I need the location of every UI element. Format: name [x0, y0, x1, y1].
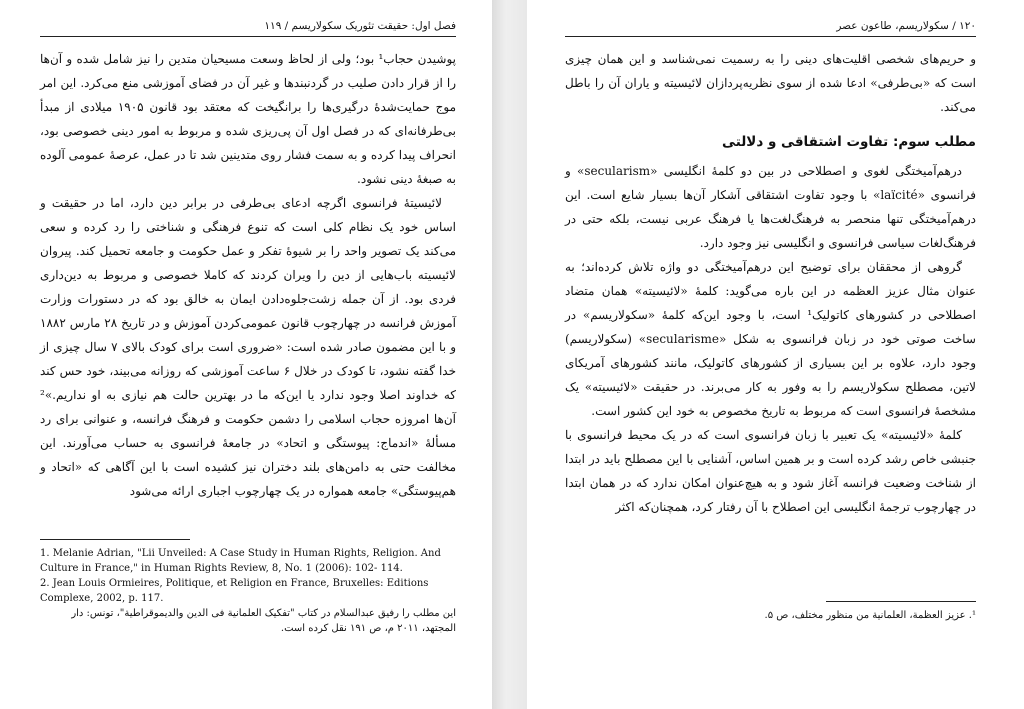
- footnote-divider: [40, 539, 190, 540]
- footnote: 1. Melanie Adrian, "Lii Unveiled: A Case Study in Human Rights, Religion. And Culture in France," in Human Rights Review, 8, No. 1 (2006): 102- 114.: [40, 548, 441, 574]
- left-page: [0, 0, 492, 709]
- footnote-divider: [826, 601, 976, 602]
- paragraph: گروهی از محققان برای توضیح این درهم‌آمیختگی دو واژه تلاش کرده‌اند؛ به عنوان مثال عزیز العظمه در این باره می‌گوید: کلمهٔ «لائیسیته» همان متضاد اصطلاحی در کشورهای کاتولیک¹ است، با وجود این‌که کلمهٔ «سکولاریسم» در ساخت صوتی خود در زبان فرانسوی به شکل «secularisme» (سکولاریسم) وجود دارد، علاوه بر این بسیاری از کشورهای کاتولیک، مانند کشورهای آمریکای لاتین، مصطلح سکولاریسم را به وفور به کار می‌برند. در حقیقت «لائیسیته» یک مشخصهٔ فرانسوی است که مربوط به تاریخ مخصوص به خود این کشور است.: [565, 260, 976, 418]
- paragraph: پوشیدن حجاب¹ بود؛ ولی از لحاظ وسعت مسیحیان متدین را نیز شامل شده و آن‌ها را از قرار دادن صلیب در گردنبندها و غیر آن در فضای آموزشی منع می‌کرد. این امر موج حمایت‌شدهٔ درگیری‌ها را برانگیخت که معتقد بود قانون ۱۹۰۵ میلادی از مبدأ بی‌طرفانه‌ای که در فصل اول آن پی‌ریزی شده و مربوط به امور دینی خصوصی بود، انحراف پیدا کرده و به سمت فشار روی متدینین شد تا در عمل، عرصهٔ عمومی آلوده به صبغهٔ دینی نشود.: [40, 52, 456, 186]
- body-text: [565, 47, 976, 589]
- footnote: این مطلب را رفیق عبدالسلام در کتاب "تفکیک العلمانیة فی الدین والدیموقراطیة"، تونس: دار المجتهد، ۲۰۱۱ م، ص ۱۹۱ نقل کرده است.: [71, 608, 456, 634]
- running-header: [565, 16, 976, 37]
- paragraph: و حریم‌های شخصی اقلیت‌های دینی را به رسمیت نمی‌شناسد و این همان چیزی است که «بی‌طرفی» ادعا شده از سوی نظریه‌پردازان لائیسیته و یاران آن را باطل می‌کند.: [565, 52, 976, 114]
- section-heading: مطلب سوم: تفاوت اشتقاقی و دلالتی: [722, 134, 976, 150]
- footnote: ¹. عزیز العظمة، العلمانیة من منظور مختلف، ص ۵.: [764, 610, 976, 621]
- book-gutter: [492, 0, 527, 709]
- running-header: [40, 16, 456, 37]
- body-text: [40, 47, 456, 529]
- paragraph: کلمهٔ «لائیسیته» یک تعبیر با زبان فرانسوی است که در یک محیط فرانسوی با جنبشی خاص رشد کرده است و بر همین اساس، آشنایی با این مصطلح باید در ابتدا از شناخت وضعیت فرانسه آغاز شود و به هیچ‌عنوان امکان ندارد که در همان ابتدا در چهارچوب ترجمهٔ انگلیسی این اصطلاح با آن رفتار کرد، همچنان‌که اکثر: [565, 428, 976, 514]
- right-page: [527, 0, 1024, 709]
- footnotes: [40, 546, 456, 636]
- footnote: 2. Jean Louis Ormieires, Politique, et Religion en France, Bruxelles: Editions Complexe, 2002, p. 117.: [40, 578, 429, 604]
- footnotes: [565, 608, 976, 623]
- paragraph: درهم‌آمیختگی لغوی و اصطلاحی در بین دو کلمهٔ انگلیسی «secularism» و فرانسوی «laïcité» با وجود تفاوت اشتقاقی آشکار آن‌ها بسیار شایع است. این درهم‌آمیختگی تنها منحصر به فرهنگ‌لغت‌ها یا فرهنگ عربی نیست، بلکه حتی در فرهنگ‌لغات سیاسی فرانسوی و انگلیسی نیز وجود دارد.: [565, 164, 976, 250]
- running-header-title: ۱۲۰ / سکولاریسم، طاعون عصر: [836, 20, 976, 32]
- paragraph: لائیسیتهٔ فرانسوی اگرچه ادعای بی‌طرفی در برابر دین دارد، اما در حقیقت و اساس خود یک نظام کلی است که تنوع فرهنگی و شناختی را رد کرده و سعی می‌کند یک تصویر واحد را بر شیوهٔ تفکر و عمل حکومت و جامعه تحمیل کند. پیروان لائیسیته باب‌هایی از دین را ویران کردند که کاملا خصوصی و مربوط به دین‌داری فردی بود. از آن جمله زشت‌جلوه‌دادن ایمان به خالق بود که در دستورات وزارت آموزش فرانسه در چهارچوب قانون عمومی‌کردن آموزش و در تاریخ ۲۸ مارس ۱۸۸۲ و با این مضمون صادر شده است: «ضروری است برای کودک بالای ۷ سال چیزی از خدا گفته نشود، تا کودک در خلال ۶ ساعت آموزشی که روزانه می‌بیند، خود حس کند که خداوند اصلا وجود ندارد یا این‌که ما در بهترین حالت هم نیازی به او نداریم.»² آن‌ها امروزه حجاب اسلامی را دشمن حکومت و فرهنگ فرانسه، و عنوانی برای رد مسألهٔ «اندماج: پیوستگی و اتحاد» در جامعهٔ فرانسوی به حساب می‌آورند. این مخالفت حتی به دامن‌های بلند دختران نیز کشیده است با این آگاهی که «اتحاد و هم‌پیوستگی» جامعه همواره در یک چهارچوب اجباری ارائه می‌شود: [40, 196, 456, 498]
- running-header-title: فصل اول: حقیقت تئوریک سکولاریسم / ۱۱۹: [264, 20, 456, 32]
